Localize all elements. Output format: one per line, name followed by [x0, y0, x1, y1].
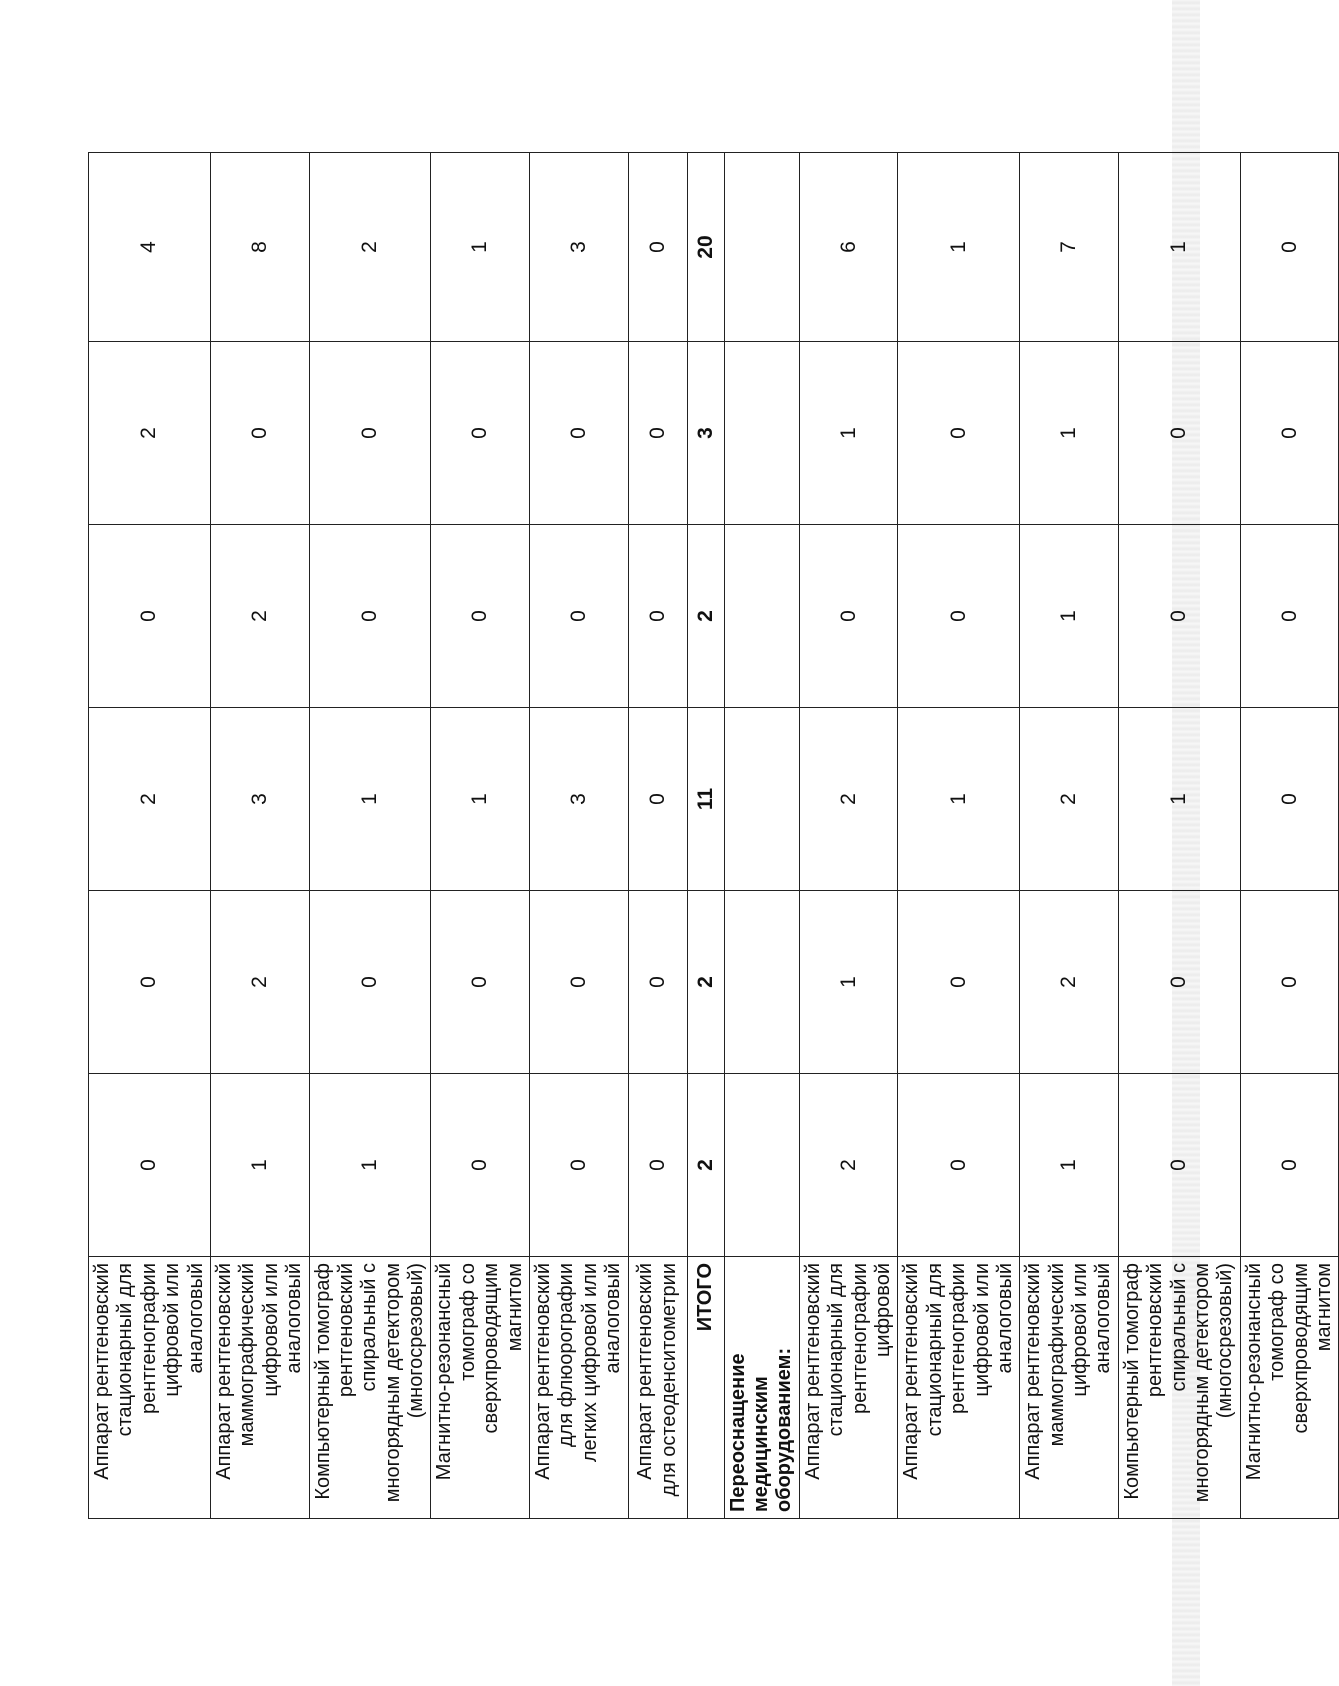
table-row: [309, 153, 431, 1519]
row-total-cell: 1: [431, 153, 530, 342]
value-cell: 0: [898, 1074, 1020, 1257]
value-cell: 2: [1020, 708, 1119, 891]
table-body: [89, 153, 1339, 1519]
value-cell: 0: [89, 1074, 211, 1257]
value-cell: 0: [530, 1074, 629, 1257]
value-cell: 0: [898, 525, 1020, 708]
row-total-cell: 20: [687, 153, 724, 342]
value-cell: 0: [628, 891, 687, 1074]
value-cell: 0: [898, 342, 1020, 525]
value-cell: 2: [1020, 891, 1119, 1074]
row-total-cell: 8: [210, 153, 309, 342]
equipment-name-cell: Аппарат рентгеновский маммографический цифровой или аналоговый: [1020, 1257, 1119, 1519]
value-cell: 2: [210, 891, 309, 1074]
value-cell: 1: [210, 1074, 309, 1257]
value-cell: 3: [687, 342, 724, 525]
value-cell: [724, 708, 799, 891]
value-cell: 2: [687, 1074, 724, 1257]
equipment-name-cell: ИТОГО: [687, 1257, 724, 1519]
equipment-name-cell: Магнитно-резонансный томограф со сверхпроводящим магнитом: [1240, 1257, 1339, 1519]
equipment-name-cell: Аппарат рентгеновский стационарный для рентгенографии цифровой или аналоговый: [898, 1257, 1020, 1519]
row-total-cell: 7: [1020, 153, 1119, 342]
value-cell: 0: [628, 342, 687, 525]
equipment-name-cell: Магнитно-резонансный томограф со сверхпроводящим магнитом: [431, 1257, 530, 1519]
value-cell: 0: [89, 891, 211, 1074]
value-cell: 3: [210, 708, 309, 891]
value-cell: 0: [431, 891, 530, 1074]
value-cell: 0: [210, 342, 309, 525]
value-cell: 0: [431, 525, 530, 708]
value-cell: 1: [799, 342, 898, 525]
value-cell: 0: [431, 1074, 530, 1257]
row-total-cell: 0: [1240, 153, 1339, 342]
table-row: [1240, 153, 1339, 1519]
value-cell: [724, 342, 799, 525]
value-cell: 1: [1020, 342, 1119, 525]
value-cell: 0: [1240, 342, 1339, 525]
table-row: [89, 153, 211, 1519]
value-cell: 0: [1118, 342, 1240, 525]
value-cell: 0: [530, 342, 629, 525]
value-cell: 1: [799, 891, 898, 1074]
value-cell: 1: [309, 1074, 431, 1257]
value-cell: 3: [530, 708, 629, 891]
table-row: [1118, 153, 1240, 1519]
value-cell: 0: [799, 525, 898, 708]
table-row: [530, 153, 629, 1519]
value-cell: 0: [1118, 891, 1240, 1074]
value-cell: 1: [431, 708, 530, 891]
value-cell: 0: [309, 342, 431, 525]
value-cell: 0: [530, 525, 629, 708]
value-cell: 0: [898, 891, 1020, 1074]
equipment-name-cell: Компьютерный томограф рентгеновский спиральный с многорядным детектором (многосрезовый): [309, 1257, 431, 1519]
value-cell: 0: [1240, 708, 1339, 891]
table-row: [898, 153, 1020, 1519]
row-total-cell: 3: [530, 153, 629, 342]
value-cell: 0: [530, 891, 629, 1074]
value-cell: 0: [628, 1074, 687, 1257]
value-cell: 0: [1240, 525, 1339, 708]
value-cell: 1: [309, 708, 431, 891]
value-cell: 0: [309, 525, 431, 708]
value-cell: 1: [1020, 1074, 1119, 1257]
row-total-cell: 1: [898, 153, 1020, 342]
equipment-name-cell: Аппарат рентгеновский стационарный для рентгенографии цифровой: [799, 1257, 898, 1519]
value-cell: 11: [687, 708, 724, 891]
value-cell: [724, 1074, 799, 1257]
value-cell: 0: [628, 525, 687, 708]
row-total-cell: 4: [89, 153, 211, 342]
table-row: [799, 153, 898, 1519]
equipment-name-cell: Аппарат рентгеновский стационарный для рентгенографии цифровой или аналоговый: [89, 1257, 211, 1519]
row-total-cell: 1: [1118, 153, 1240, 342]
row-total-cell: 6: [799, 153, 898, 342]
equipment-name-cell: Аппарат рентгеновский для остеоденситометрии: [628, 1257, 687, 1519]
value-cell: 2: [89, 342, 211, 525]
value-cell: 0: [309, 891, 431, 1074]
value-cell: 0: [1118, 525, 1240, 708]
value-cell: 0: [431, 342, 530, 525]
value-cell: 1: [1020, 525, 1119, 708]
value-cell: 0: [1240, 1074, 1339, 1257]
total-row: [687, 153, 724, 1519]
value-cell: 0: [628, 708, 687, 891]
rotated-page: [88, 153, 1335, 1519]
table-row: [210, 153, 309, 1519]
row-total-cell: 0: [628, 153, 687, 342]
row-total-cell: [724, 153, 799, 342]
value-cell: 2: [687, 891, 724, 1074]
table-row: [1020, 153, 1119, 1519]
value-cell: 2: [799, 708, 898, 891]
value-cell: 1: [898, 708, 1020, 891]
equipment-name-cell: Компьютерный томограф рентгеновский спиральный с многорядным детектором (многосрезовый): [1118, 1257, 1240, 1519]
equipment-name-cell: Аппарат рентгеновский маммографический цифровой или аналоговый: [210, 1257, 309, 1519]
value-cell: 1: [1118, 708, 1240, 891]
value-cell: 0: [89, 525, 211, 708]
value-cell: 2: [799, 1074, 898, 1257]
table-row: [628, 153, 687, 1519]
value-cell: 0: [1240, 891, 1339, 1074]
equipment-name-cell: Аппарат рентгеновский для флюорографии легких цифровой или аналоговый: [530, 1257, 629, 1519]
value-cell: 2: [210, 525, 309, 708]
equipment-table: [88, 152, 1339, 1519]
section-title-cell: Переоснащение медицинским оборудованием:: [724, 1257, 799, 1519]
value-cell: 2: [687, 525, 724, 708]
row-total-cell: 2: [309, 153, 431, 342]
value-cell: [724, 525, 799, 708]
value-cell: 0: [1118, 1074, 1240, 1257]
section-header-row: [724, 153, 799, 1519]
table-row: [431, 153, 530, 1519]
value-cell: [724, 891, 799, 1074]
value-cell: 2: [89, 708, 211, 891]
